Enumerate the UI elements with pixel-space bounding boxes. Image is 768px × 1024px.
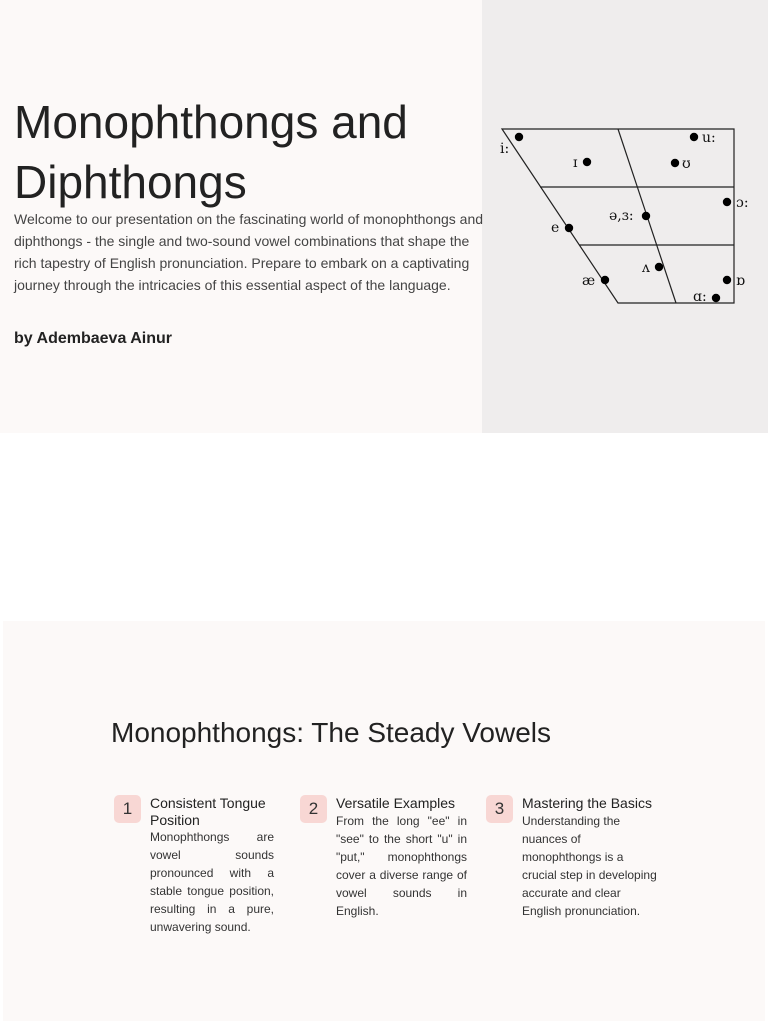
section-title: Monophthongs: The Steady Vowels	[111, 717, 552, 748]
vowel-label-ae: æ	[582, 273, 596, 289]
step-number-badge: 3	[486, 795, 513, 823]
step-description: From the long "ee" in "see" to the short "u" in "put," monophthongs cover a diverse range of vowel sounds in English.	[336, 814, 467, 918]
step-title: Consistent Tongue Position	[150, 795, 266, 828]
vowel-label-e: e	[551, 220, 560, 236]
vowel-dot-e	[565, 224, 573, 232]
vowel-dot-ae	[601, 276, 609, 284]
vowel-label-a-long: ɑ:	[693, 289, 707, 305]
vowel-label-wedge: ʌ	[642, 260, 650, 276]
vowel-dot-short-u	[671, 159, 679, 167]
vowel-dot-u-long	[690, 133, 698, 141]
vowel-chart	[482, 110, 768, 320]
step-title: Versatile Examples	[336, 795, 456, 811]
vowel-dot-open-o-long	[723, 198, 731, 206]
page-title: Monophthongs and Diphthongs	[14, 96, 408, 208]
step-number-badge: 1	[114, 795, 141, 823]
author-line: by Adembaeva Ainur	[14, 330, 172, 347]
step-description: Understanding the nuances of monophthongs is a crucial step in developing accurate and clear English pronunciation.	[522, 814, 657, 918]
vowel-label-short-i: ɪ	[573, 155, 578, 171]
step-number-badge: 2	[300, 795, 327, 823]
vowel-label-short-o: ɒ	[736, 273, 745, 289]
title-slide	[0, 0, 768, 433]
monophthongs-slide	[3, 621, 765, 1021]
vowel-label-i-long: i:	[500, 141, 510, 157]
vowel-dot-a-long	[712, 294, 720, 302]
vowel-dot-schwa	[642, 212, 650, 220]
vowel-dot-short-i	[583, 158, 591, 166]
vowel-label-short-u: ʊ	[682, 156, 691, 172]
step-title: Mastering the Basics	[522, 795, 652, 811]
vowel-dot-i-long	[515, 133, 523, 141]
vowel-label-schwa: ə,ɜ:	[609, 208, 634, 224]
vowel-dot-wedge	[655, 263, 663, 271]
vowel-dot-short-o	[723, 276, 731, 284]
intro-paragraph: Welcome to our presentation on the fascinating world of monophthongs and diphthongs - the single and two-sound vowel combinations that shape the rich tapestry of English pronunciation. Prepare to embark on a captivating journey through the intricacies of this essential aspect of the language.	[14, 211, 484, 293]
step-description: Monophthongs are vowel sounds pronounced with a stable tongue position, resulting in a pure, unwavering sound.	[150, 830, 274, 934]
vowel-label-open-o-long: ɔ:	[736, 195, 749, 211]
vowel-label-u-long: u:	[702, 130, 716, 146]
